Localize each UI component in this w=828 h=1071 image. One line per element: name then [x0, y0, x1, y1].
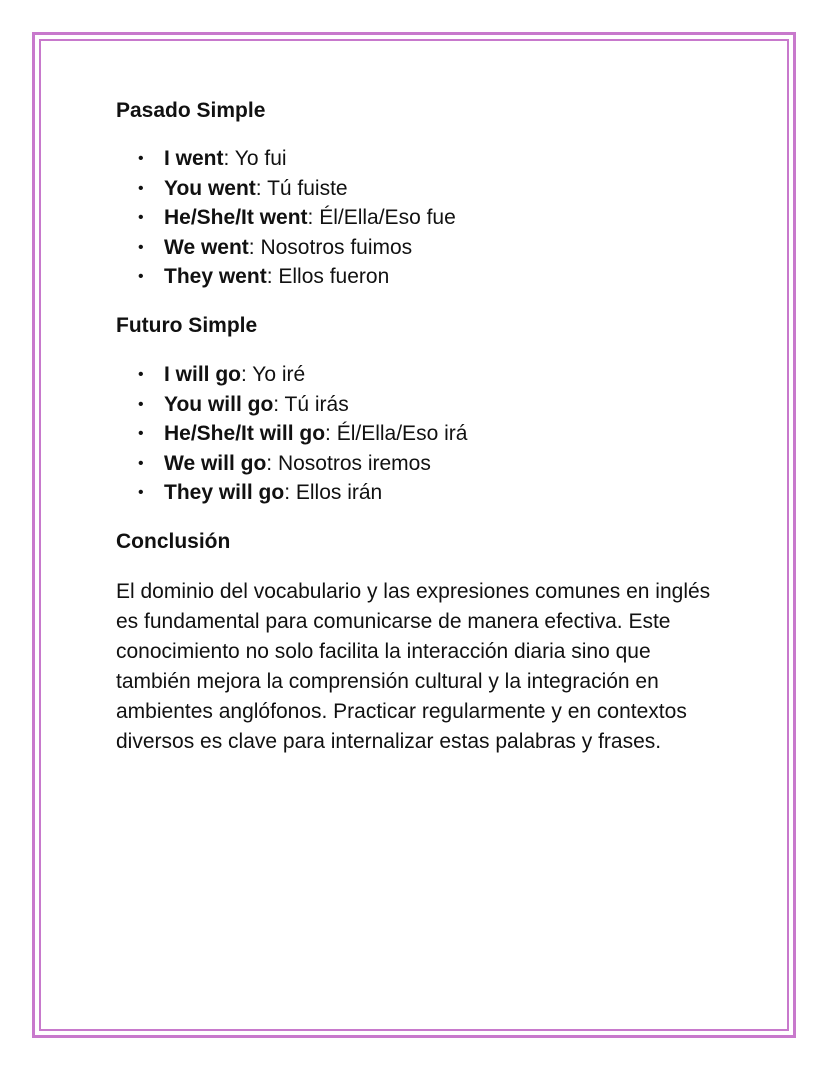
list-item [116, 144, 736, 174]
list-item [116, 262, 736, 292]
term: We went [164, 235, 249, 259]
translation: : Él/Ella/Eso irá [325, 422, 468, 446]
term: We will go [164, 451, 267, 475]
term: I went [164, 147, 224, 170]
document-body [116, 96, 736, 778]
bullet-icon: • [138, 268, 144, 286]
past-tense-list [116, 144, 736, 292]
bullet-icon: • [138, 238, 144, 256]
term: They will go [164, 481, 285, 505]
translation: : Nosotros iremos [266, 451, 431, 475]
translation: : Yo iré [241, 362, 306, 386]
bullet-icon: • [138, 179, 144, 197]
bullet-icon: • [138, 209, 144, 227]
list-item [116, 203, 736, 233]
term: You went [164, 176, 256, 200]
translation: : Tú fuiste [255, 176, 348, 200]
future-tense-list [116, 360, 736, 508]
list-item [116, 478, 736, 508]
list-item [116, 449, 736, 479]
translation: : Tú irás [273, 392, 349, 416]
section-title-past: Pasado Simple [116, 99, 266, 122]
term: They went [164, 265, 267, 289]
translation: : Yo fui [223, 147, 287, 170]
term: You will go [164, 392, 274, 416]
list-item [116, 419, 736, 449]
list-item [116, 390, 736, 420]
list-item [116, 360, 736, 390]
term: He/She/It went [164, 206, 308, 230]
list-item [116, 233, 736, 263]
term: He/She/It will go [164, 422, 326, 446]
bullet-icon: • [138, 395, 144, 413]
list-item [116, 174, 736, 204]
bullet-icon: • [138, 425, 144, 443]
bullet-icon: • [138, 365, 144, 383]
translation: : Ellos irán [284, 481, 383, 505]
translation: : Él/Ella/Eso fue [307, 206, 456, 230]
term: I will go [164, 362, 241, 386]
section-title-future: Futuro Simple [116, 313, 258, 337]
bullet-icon: • [138, 454, 144, 472]
conclusion-paragraph: El dominio del vocabulario y las expresiones comunes en inglés es fundamental para comunicarse de manera efectiva. Este conocimiento no solo facilita la interacción diaria sino que también mejora la comprensión cultural y la integración en ambientes anglófonos. Practicar regularmente y en contextos diversos es clave para internalizar estas palabras y frases. [116, 579, 711, 753]
bullet-icon: • [138, 484, 144, 502]
translation: : Ellos fueron [266, 265, 390, 289]
section-title-conclusion: Conclusión [116, 529, 231, 553]
bullet-icon: • [138, 150, 144, 167]
translation: : Nosotros fuimos [248, 235, 413, 259]
